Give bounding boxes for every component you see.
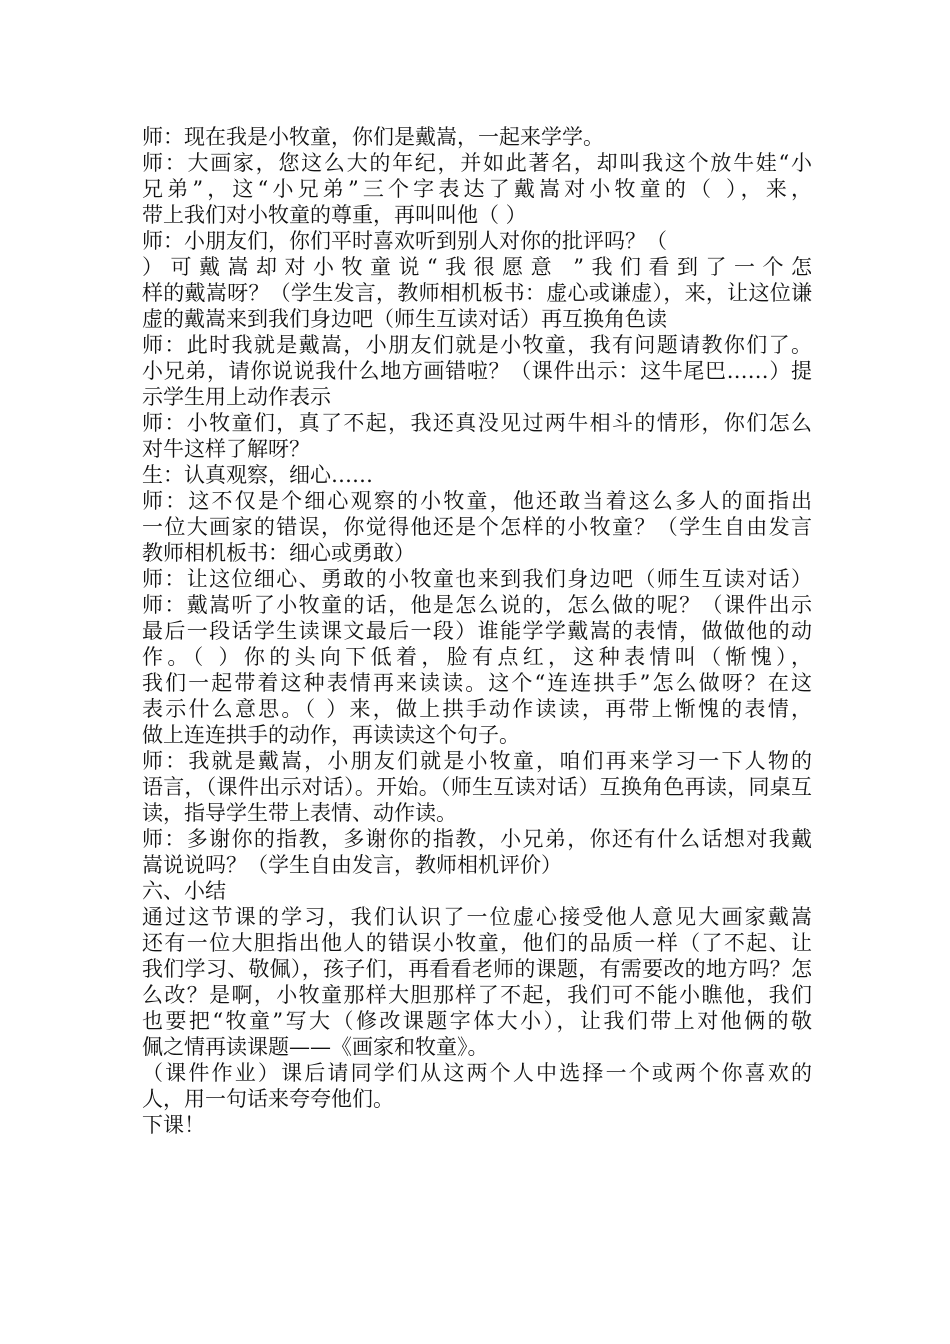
- text-line: 作。（ ）你的头向下低着，脸有点红，这种表情叫（惭愧），: [142, 645, 812, 669]
- text-line: 师：让这位细心、勇敢的小牧童也来到我们身边吧（师生互读对话）: [142, 567, 812, 591]
- text-line: 读，指导学生带上表情、动作读。: [142, 801, 457, 825]
- text-line: 最后一段话学生读课文最后一段）谁能学学戴嵩的表情，做做他的动: [142, 619, 812, 643]
- text-line: 小兄弟，请你说说我什么地方画错啦？（课件出示：这牛尾巴……）提: [142, 359, 812, 383]
- text-line: 带上我们对小牧童的尊重，再叫叫他（ ）: [142, 203, 527, 227]
- text-line: 人，用一句话来夸夸他们。: [142, 1087, 394, 1111]
- text-line: 师：大画家，您这么大的年纪，并如此著名，却叫我这个放牛娃“小: [142, 151, 812, 175]
- text-line: 师：现在我是小牧童，你们是戴嵩，一起来学学。: [142, 125, 604, 149]
- text-line: 佩之情再读课题——《画家和牧童》。: [142, 1035, 489, 1059]
- text-line: 下课！: [142, 1113, 205, 1137]
- text-line: （课件作业）课后请同学们从这两个人中选择一个或两个你喜欢的: [142, 1061, 812, 1085]
- text-line: 做上连连拱手的动作，再读读这个句子。: [142, 723, 520, 747]
- text-line: 师：小朋友们，你们平时喜欢听到别人对你的批评吗？（: [142, 229, 667, 253]
- text-line: 兄弟”，这“小兄弟”三个字表达了戴嵩对小牧童的（ ），来，: [142, 177, 812, 201]
- text-line: 师：多谢你的指教，多谢你的指教，小兄弟，你还有什么话想对我戴: [142, 827, 812, 851]
- text-line: 通过这节课的学习，我们认识了一位虚心接受他人意见大画家戴嵩: [142, 905, 812, 929]
- text-line: 生：认真观察，细心……: [142, 463, 373, 487]
- text-line: 语言，（课件出示对话）。开始。（师生互读对话）互换角色再读，同桌互: [142, 775, 812, 799]
- text-line: 虚的戴嵩来到我们身边吧（师生互读对话）再互换角色读: [142, 307, 667, 331]
- text-line: 还有一位大胆指出他人的错误小牧童，他们的品质一样（了不起、让: [142, 931, 812, 955]
- section-heading: 六、小结: [142, 879, 226, 903]
- text-line: 师：戴嵩听了小牧童的话，他是怎么说的，怎么做的呢？（课件出示: [142, 593, 812, 617]
- text-line: 师：我就是戴嵩，小朋友们就是小牧童，咱们再来学习一下人物的: [142, 749, 812, 773]
- text-line: 表示什么意思。（ ）来，做上拱手动作读读，再带上惭愧的表情，: [142, 697, 812, 721]
- text-line: 对牛这样了解呀？: [142, 437, 310, 461]
- text-line: 教师相机板书：细心或勇敢）: [142, 541, 415, 565]
- text-line: 示学生用上动作表示: [142, 385, 331, 409]
- text-line: 一位大画家的错误，你觉得他还是个怎样的小牧童？（学生自由发言: [142, 515, 812, 539]
- text-line: 样的戴嵩呀？（学生发言，教师相机板书：虚心或谦虚），来，让这位谦: [142, 281, 812, 305]
- text-line: 师：小牧童们，真了不起，我还真没见过两牛相斗的情形，你们怎么: [142, 411, 812, 435]
- text-line: ）可戴嵩却对小牧童说“我很愿意 ”我们看到了一个怎: [142, 255, 812, 279]
- text-line: 我们一起带着这种表情再来读读。这个“连连拱手”怎么做呀？在这: [142, 671, 812, 695]
- text-line: 嵩说说吗？（学生自由发言，教师相机评价）: [142, 853, 562, 877]
- text-line: 师：这不仅是个细心观察的小牧童，他还敢当着这么多人的面指出: [142, 489, 812, 513]
- text-line: 也要把“牧童”写大（修改课题字体大小），让我们带上对他俩的敬: [142, 1009, 812, 1033]
- text-line: 么改？是啊，小牧童那样大胆那样了不起，我们可不能小瞧他，我们: [142, 983, 812, 1007]
- text-line: 师：此时我就是戴嵩，小朋友们就是小牧童，我有问题请教你们了。: [142, 333, 812, 357]
- text-line: 我们学习、敬佩），孩子们，再看看老师的课题，有需要改的地方吗？怎: [142, 957, 812, 981]
